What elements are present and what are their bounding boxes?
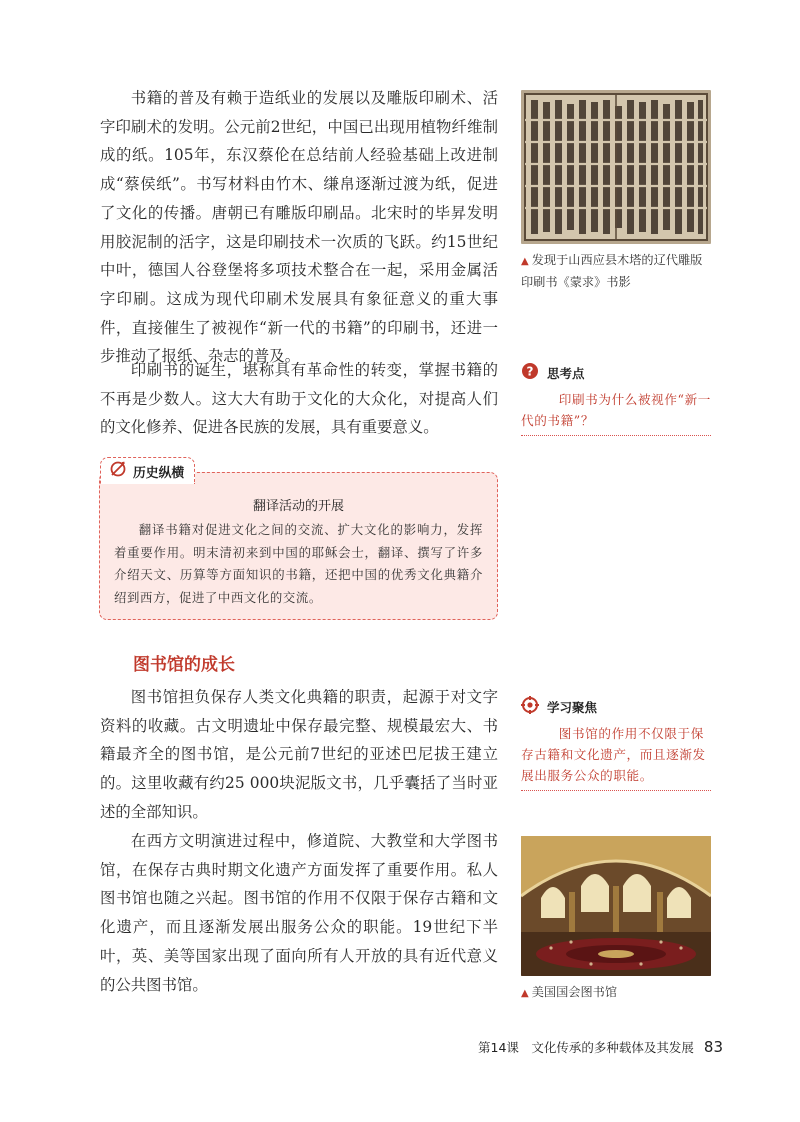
paragraph-printed-book: 印刷书的诞生，堪称具有革命性的转变，掌握书籍的不再是少数人。这大大有助于文化的大众化，对提高人们的文化修养、促进各民族的发展，具有重要意义。 [100, 361, 498, 437]
think-point-text: 印刷书为什么被视作“新一代的书籍”？ [521, 392, 711, 428]
history-box-tab [100, 457, 195, 484]
red-triangle-icon: ▲ [521, 256, 529, 267]
think-point-title: 思考点 [547, 365, 585, 381]
page-number: 83 [703, 1038, 724, 1056]
think-point-header [521, 362, 711, 383]
library-of-congress-image [521, 836, 711, 976]
focus-title: 学习聚焦 [547, 699, 598, 715]
history-box-title: 翻译活动的开展 [252, 499, 344, 514]
learning-focus [521, 696, 711, 791]
focus-header [521, 696, 711, 717]
lesson-title: 第14课 文化传承的多种载体及其发展 [478, 1040, 694, 1055]
section-title: 图书馆的成长 [133, 655, 235, 675]
history-box-text: 翻译书籍对促进文化之间的交流、扩大文化的影响力，发挥着重要作用。明末清初来到中国的耶稣会士，翻译、撰写了许多介绍天文、历算等方面知识的书籍，还把中国的优秀文化典籍介绍到西方，促进了中西文化的交流。 [114, 522, 483, 605]
think-point-divider [521, 435, 711, 436]
paragraph-library-west: 在西方文明演进过程中，修道院、大教堂和大学图书馆，在保存古典时期文化遗产方面发挥了重要作用。私人图书馆也随之兴起。图书馆的作用不仅限于保存古籍和文化遗产，而且逐渐发展出服务公众的职能。19世纪下半叶，英、美等国家出现了面向所有人开放的具有近代意义的公共图书馆。 [100, 832, 498, 994]
figure-woodblock-caption: ▲ 发现于山西应县木塔的辽代雕版印刷书《蒙求》书影 [521, 253, 703, 289]
focus-divider [521, 790, 711, 791]
figure-woodblock-book [521, 90, 711, 292]
history-box [99, 472, 498, 620]
figure-library-caption: ▲ 美国国会图书馆 [521, 985, 618, 999]
red-triangle-icon: ▲ [521, 988, 529, 999]
svg-text:?: ? [526, 364, 534, 379]
figure-library-of-congress [521, 836, 711, 1004]
think-point [521, 362, 711, 436]
question-circle-icon [521, 362, 539, 383]
focus-text: 图书馆的作用不仅限于保存古籍和文化遗产，而且逐渐发展出服务公众的职能。 [521, 726, 706, 783]
woodblock-book-image [521, 90, 711, 244]
paragraph-library-origin: 图书馆担负保存人类文化典籍的职责，起源于对文字资料的收藏。古文明遗址中保存最完整、规模最宏大、书籍最齐全的图书馆，是公元前7世纪的亚述巴尼拔王建立的。这里收藏有约25 000块泥版文书，几乎囊括了当时亚述的全部知识。 [100, 688, 498, 821]
history-box-label: 历史纵横 [133, 465, 185, 481]
compass-icon [109, 460, 127, 482]
page-footer [478, 1038, 723, 1056]
paragraph-printing: 书籍的普及有赖于造纸业的发展以及雕版印刷术、活字印刷术的发明。公元前2世纪，中国已出现用植物纤维制成的纸。105年，东汉蔡伦在总结前人经验基础上改进制成“蔡侯纸”。书写材料由竹木、缣帛逐渐过渡为纸，促进了文化的传播。唐朝已有雕版印刷品。北宋时的毕昇发明用胶泥制的活字，这是印刷技术一次质的飞跃。约15世纪中叶，德国人谷登堡将多项技术整合在一起，采用金属活字印刷。这成为现代印刷术发展具有象征意义的重大事件，直接催生了被视作“新一代的书籍”的印刷书，还进一步推动了报纸、杂志的普及。 [100, 89, 498, 366]
target-icon [521, 696, 539, 717]
